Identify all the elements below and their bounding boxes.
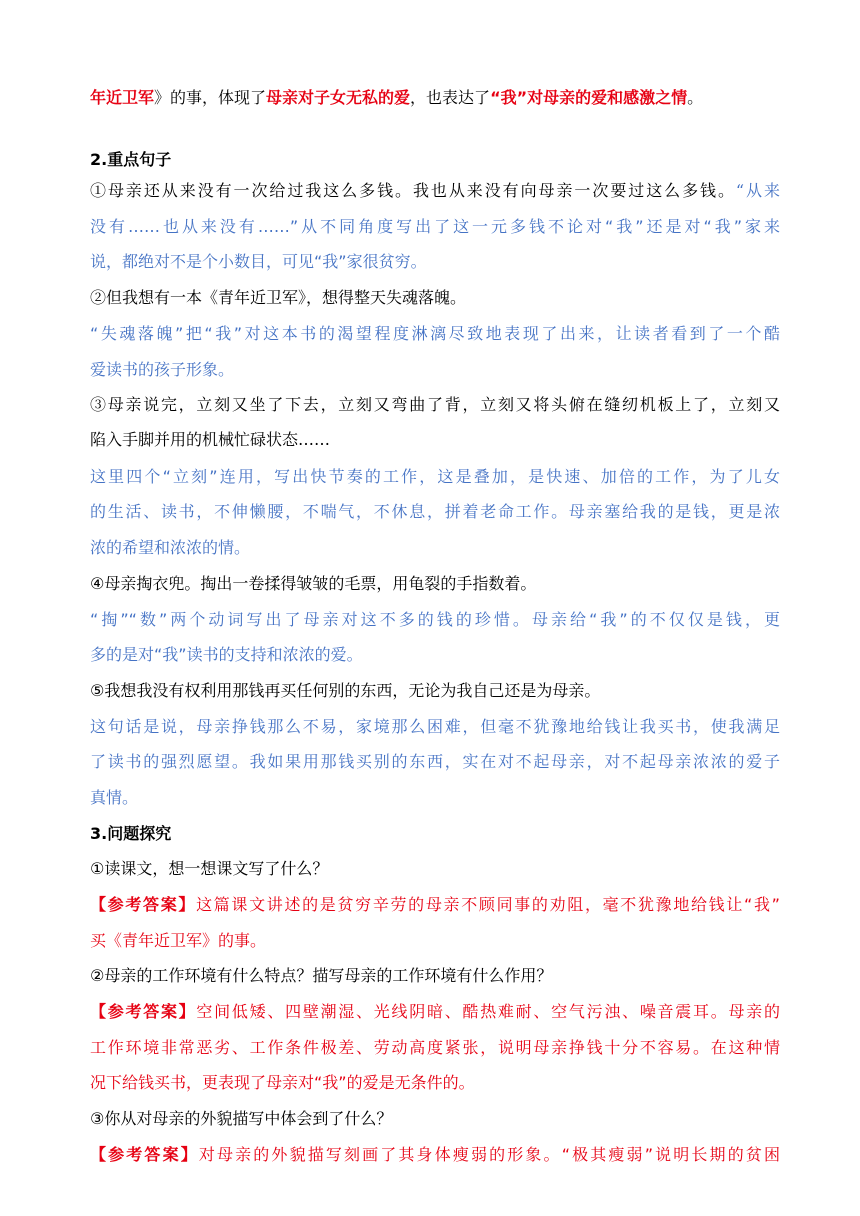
- sentence-3-analysis-line-3: 浓的希望和浓浓的情。: [90, 538, 251, 557]
- intro-line: [90, 86, 780, 110]
- sentence-1-line-1: ①母亲还从来没有一次给过我这么多钱。我也从来没有向母亲一次要过这么多钱。“从来: [90, 181, 780, 200]
- sentence-2-quote: ②但我想有一本《青年近卫军》，想得整天失魂落魄。: [90, 288, 467, 307]
- reference-answer-label: 【参考答案】: [90, 895, 197, 914]
- sentence-2-analysis-line-2: 爱读书的孩子形象。: [90, 360, 235, 379]
- sentence-1-analysis-line-2: 没有……也从来没有……”从不同角度写出了这一元多钱不论对“我”还是对“我”家来: [90, 217, 780, 236]
- intro-highlight-love: 母亲对子女无私的爱: [266, 88, 411, 107]
- sentence-1-analysis-line-3: 说，都绝对不是个小数目，可见“我”家很贫穷。: [90, 252, 427, 271]
- sentence-5-quote: ⑤我想我没有权利用那钱再买任何别的东西，无论为我自己还是为母亲。: [90, 681, 601, 700]
- answer-3-line-1: 【参考答案】对母亲的外貌描写刻画了其身体瘦弱的形象。“极其瘦弱”说明长期的贫困: [90, 1145, 780, 1164]
- sentence-3-quote-line-2: 陷入手脚并用的机械忙碌状态……: [90, 430, 331, 449]
- sentence-4-analysis-line-1: “掏”“数”两个动词写出了母亲对这不多的钱的珍惜。母亲给“我”的不仅仅是钱，更: [90, 610, 780, 629]
- intro-book-title-end: 年近卫军: [90, 88, 155, 107]
- sentence-3-analysis-line-1: 这里四个“立刻”连用，写出快节奏的工作，这是叠加，是快速、加倍的工作，为了儿女: [90, 467, 780, 486]
- intro-highlight-gratitude: “我”对母亲的爱和感激之情: [490, 88, 688, 107]
- answer-2-line-1: 【参考答案】空间低矮、四壁潮湿、光线阴暗、酷热难耐、空气污浊、噪音震耳。母亲的: [90, 1002, 780, 1021]
- question-2: ②母亲的工作环境有什么特点？描写母亲的工作环境有什么作用？: [90, 966, 553, 985]
- question-3: ③你从对母亲的外貌描写中体会到了什么？: [90, 1109, 393, 1128]
- intro-text-3: 。: [687, 88, 704, 107]
- sentence-5-analysis-line-2: 了读书的强烈愿望。我如果用那钱买别的东西，实在对不起母亲，对不起母亲浓浓的爱子: [90, 752, 780, 771]
- sentence-3-analysis-line-2: 的生活、读书，不伸懒腰，不喘气，不休息，拼着老命工作。母亲塞给我的是钱，更是浓: [90, 502, 780, 521]
- question-1: ①读课文，想一想课文写了什么？: [90, 859, 329, 878]
- sentence-3-quote-line-1: ③母亲说完，立刻又坐了下去，立刻又弯曲了背，立刻又将头俯在缝纫机板上了，立刻又: [90, 395, 780, 414]
- answer-1-line-2: 买《青年近卫军》的事。: [90, 931, 267, 950]
- reference-answer-label: 【参考答案】: [90, 1002, 197, 1021]
- sentence-2-analysis-line-1: “失魂落魄”把“我”对这本书的渴望程度淋漓尽致地表现了出来，让读者看到了一个酷: [90, 324, 780, 343]
- sentence-4-analysis-line-2: 多的是对“我”读书的支持和浓浓的爱。: [90, 645, 363, 664]
- reference-answer-label: 【参考答案】: [90, 1145, 199, 1164]
- section-heading-question-inquiry: 3.问题探究: [90, 824, 172, 843]
- intro-text-1: 》的事，体现了: [154, 88, 267, 107]
- sentence-5-analysis-line-1: 这句话是说，母亲挣钱那么不易，家境那么困难，但毫不犹豫地给钱让我买书，使我满足: [90, 717, 780, 736]
- answer-2-line-2: 工作环境非常恶劣、工作条件极差、劳动高度紧张，说明母亲挣钱十分不容易。在这种情: [90, 1038, 780, 1057]
- answer-2-line-3: 况下给钱买书，更表现了母亲对“我”的爱是无条件的。: [90, 1073, 475, 1092]
- answer-1-line-1: 【参考答案】这篇课文讲述的是贫穷辛劳的母亲不顾同事的劝阻，毫不犹豫地给钱让“我”: [90, 895, 780, 914]
- intro-text-2: ，也表达了: [410, 88, 491, 107]
- sentence-4-quote: ④母亲掏衣兜。掏出一卷揉得皱皱的毛票，用龟裂的手指数着。: [90, 574, 537, 593]
- sentence-5-analysis-line-3: 真情。: [90, 788, 139, 807]
- section-heading-key-sentences: 2.重点句子: [90, 150, 172, 169]
